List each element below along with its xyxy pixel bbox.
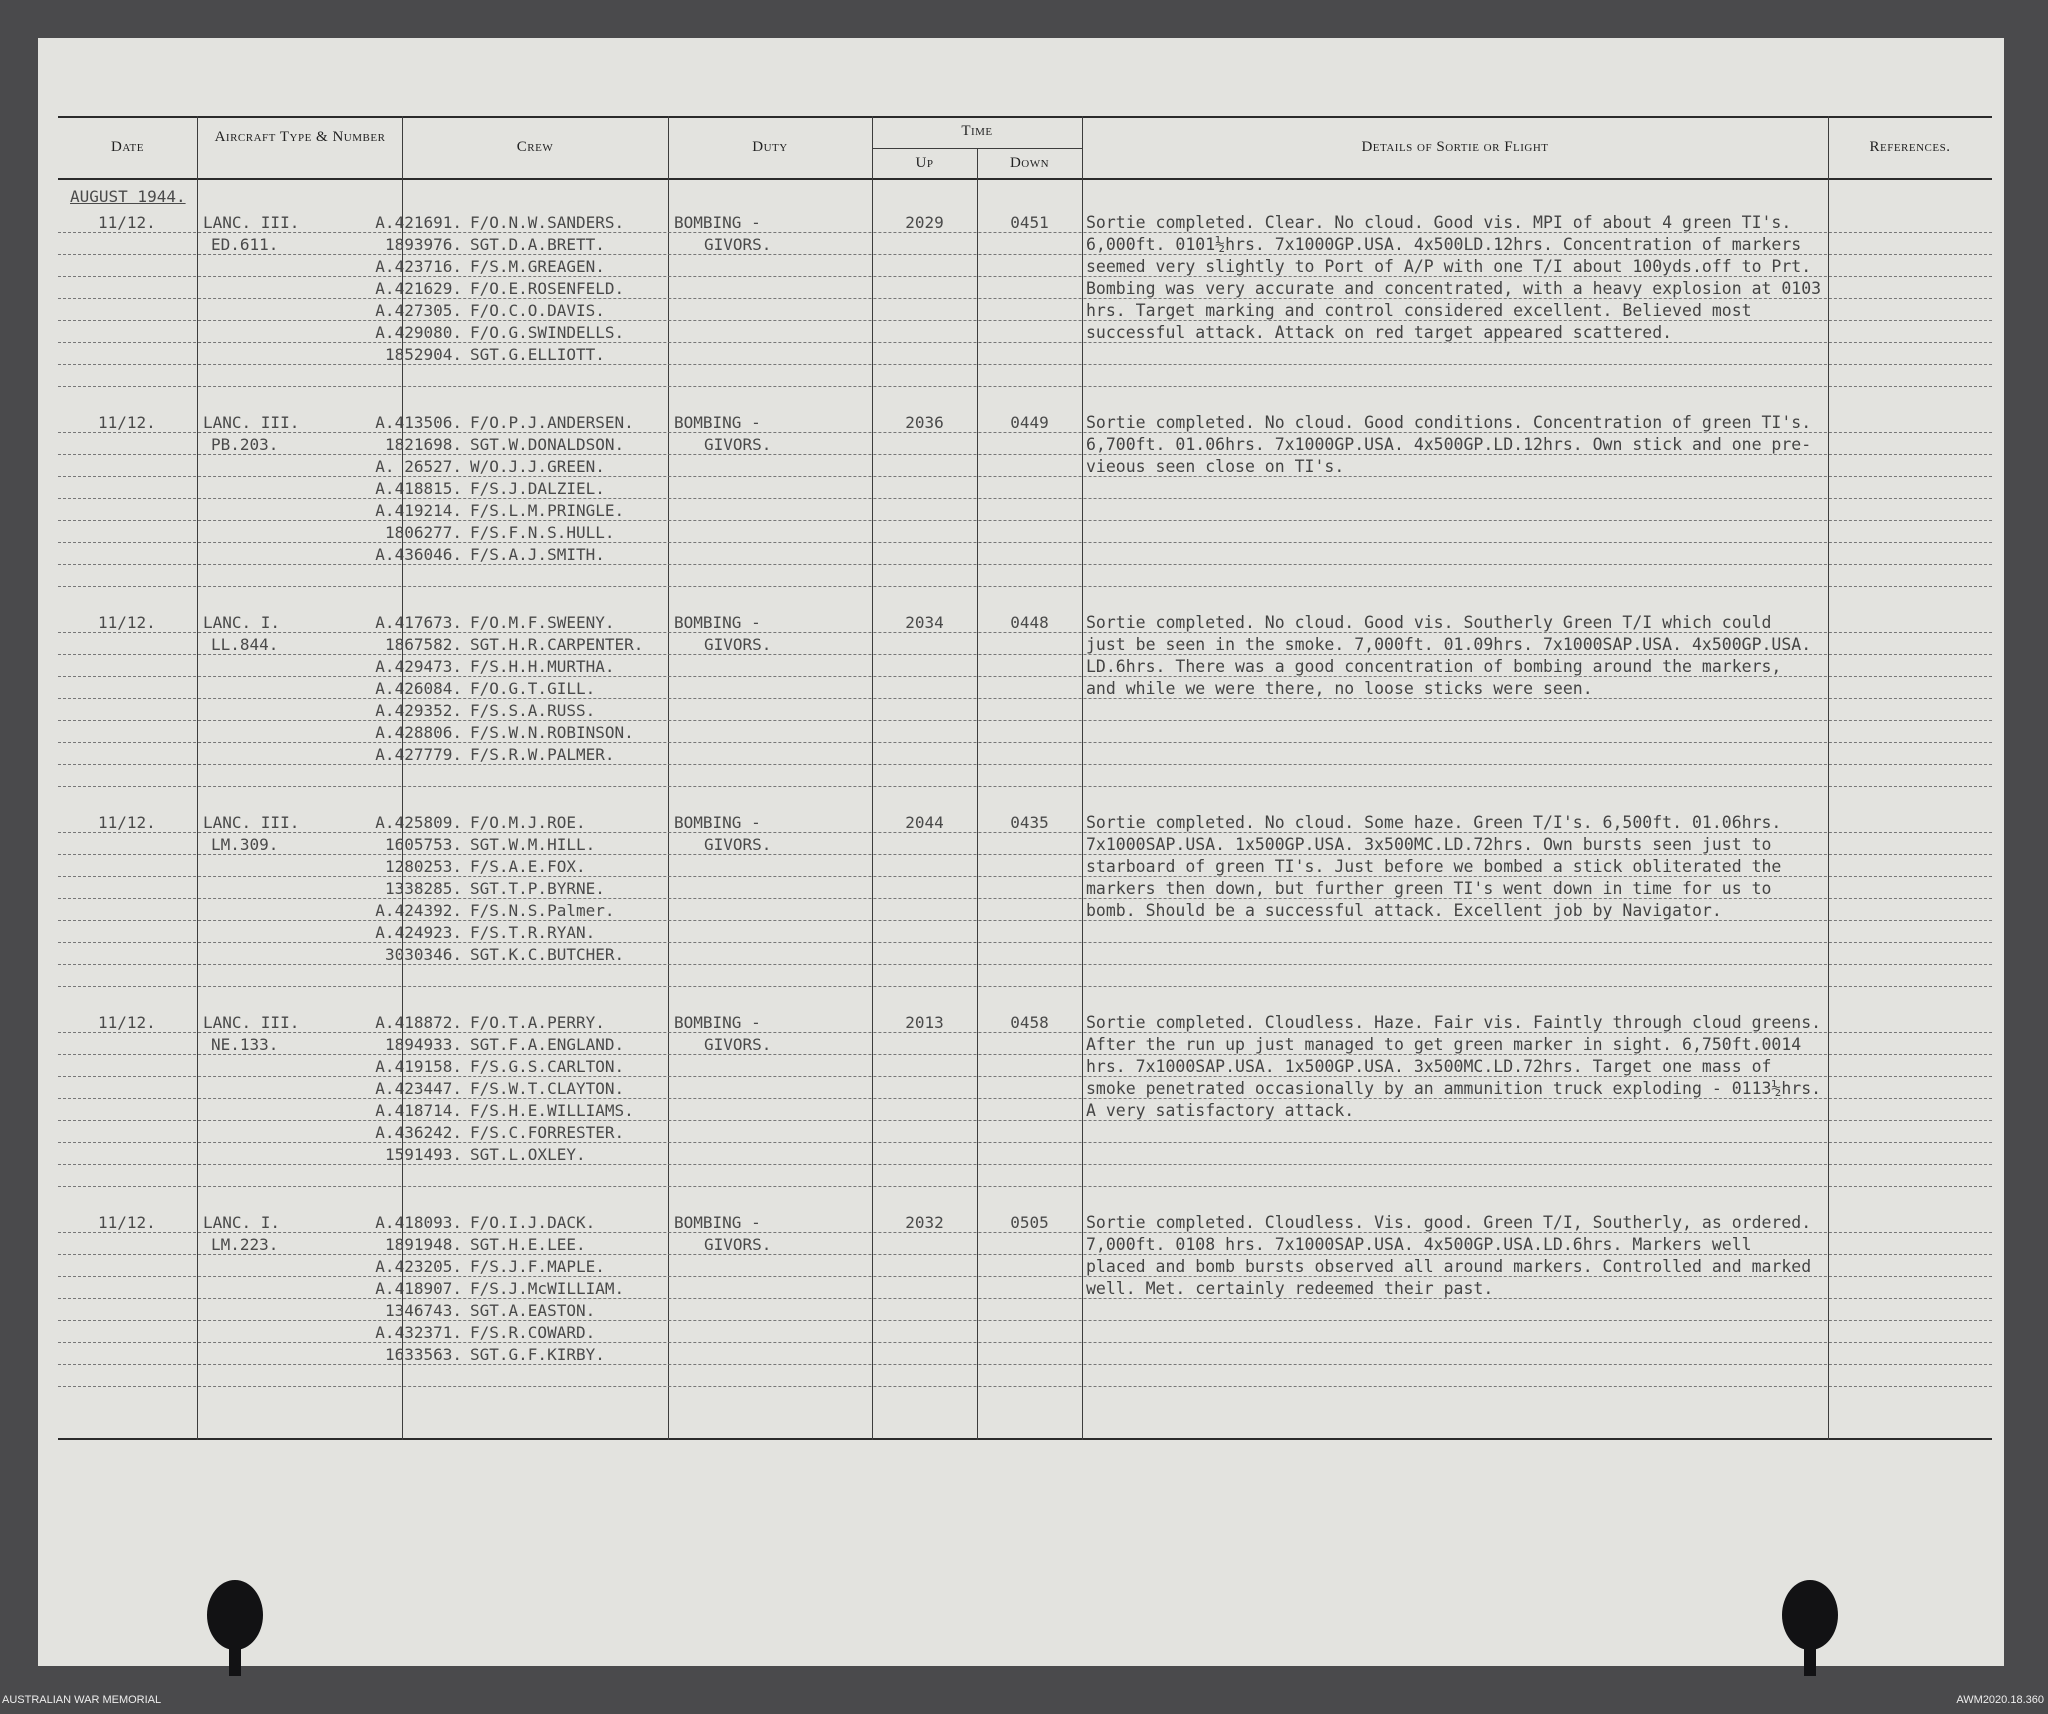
duty-line: BOMBING -	[674, 813, 761, 832]
crew-service-number: A.413506.	[375, 413, 462, 432]
time-up: 2034	[905, 613, 944, 632]
crew-service-number: A.424923.	[375, 923, 462, 942]
crew-name: SGT.D.A.BRETT.	[470, 235, 605, 254]
duty-line: BOMBING -	[674, 1213, 761, 1232]
row-rule	[58, 786, 1992, 787]
crew-service-number: A.432371.	[375, 1323, 462, 1342]
header-references: References.	[1869, 139, 1951, 155]
footer-reference: AWM2020.18.360	[1956, 1694, 2044, 1706]
duty-line: BOMBING -	[674, 213, 761, 232]
detail-line: seemed very slightly to Port of A/P with one T/I about 100yds.off to Prt.	[1086, 257, 1812, 276]
aircraft-line: LANC. III.	[203, 213, 300, 232]
crew-name: F/O.C.O.DAVIS.	[470, 301, 605, 320]
time-down: 0448	[1010, 613, 1049, 632]
header-details: Details of Sortie or Flight	[1361, 139, 1549, 155]
crew-service-number: A.423716.	[375, 257, 462, 276]
aircraft-line: LM.309.	[211, 835, 279, 854]
row-rule	[58, 586, 1992, 587]
footer-source: AUSTRALIAN WAR MEMORIAL	[2, 1694, 162, 1706]
crew-service-number: A.427779.	[375, 745, 462, 764]
crew-name: SGT.H.E.LEE.	[470, 1235, 586, 1254]
crew-name: F/O.G.SWINDELLS.	[470, 323, 625, 342]
crew-service-number: A.427305.	[375, 301, 462, 320]
time-down: 0435	[1010, 813, 1049, 832]
duty-line: GIVORS.	[704, 1235, 772, 1254]
crew-service-number: A.421691.	[375, 213, 462, 232]
detail-line: 6,700ft. 01.06hrs. 7x1000GP.USA. 4x500GP.LD.12hrs. Own stick and one pre-	[1086, 435, 1812, 454]
duty-line: GIVORS.	[704, 835, 772, 854]
crew-name: SGT.W.DONALDSON.	[470, 435, 625, 454]
time-down: 0449	[1010, 413, 1049, 432]
header-crew: Crew	[516, 139, 554, 155]
crew-service-number: 1893976.	[384, 235, 462, 254]
row-rule	[58, 386, 1992, 387]
detail-line: A very satisfactory attack.	[1086, 1101, 1355, 1120]
crew-service-number: 1806277.	[384, 523, 462, 542]
crew-name: SGT.T.P.BYRNE.	[470, 879, 605, 898]
crew-service-number: A.418872.	[375, 1013, 462, 1032]
duty-line: BOMBING -	[674, 613, 761, 632]
duty-line: GIVORS.	[704, 235, 772, 254]
aircraft-line: LANC. III.	[203, 813, 300, 832]
crew-name: F/O.E.ROSENFELD.	[470, 279, 625, 298]
binder-hole-left	[207, 1580, 263, 1650]
detail-line: starboard of green TI's. Just before we bombed a stick obliterated the	[1086, 857, 1782, 876]
crew-name: F/S.L.M.PRINGLE.	[470, 501, 625, 520]
header-time-down: Down	[1009, 155, 1050, 171]
aircraft-line: LANC. III.	[203, 413, 300, 432]
crew-service-number: A.424392.	[375, 901, 462, 920]
crew-name: F/O.M.J.ROE.	[470, 813, 586, 832]
crew-service-number: 1821698.	[384, 435, 462, 454]
duty-line: GIVORS.	[704, 635, 772, 654]
sortie-date: 11/12.	[98, 213, 156, 232]
crew-name: F/S.J.DALZIEL.	[470, 479, 605, 498]
crew-service-number: A.429352.	[375, 701, 462, 720]
crew-name: F/O.P.J.ANDERSEN.	[470, 413, 634, 432]
detail-line: hrs. 7x1000SAP.USA. 1x500GP.USA. 3x500MC.LD.72hrs. Target one mass of	[1086, 1057, 1772, 1076]
crew-name: F/S.S.A.RUSS.	[470, 701, 596, 720]
crew-name: F/S.J.McWILLIAM.	[470, 1279, 625, 1298]
detail-line: 7x1000SAP.USA. 1x500GP.USA. 3x500MC.LD.72hrs. Own bursts seen just to	[1086, 835, 1772, 854]
crew-service-number: A.418714.	[375, 1101, 462, 1120]
duty-line: BOMBING -	[674, 1013, 761, 1032]
crew-name: F/S.J.F.MAPLE.	[470, 1257, 605, 1276]
crew-name: F/S.H.E.WILLIAMS.	[470, 1101, 634, 1120]
crew-name: F/S.A.J.SMITH.	[470, 545, 605, 564]
crew-service-number: A.418815.	[375, 479, 462, 498]
crew-service-number: 1852904.	[384, 345, 462, 364]
time-up: 2044	[905, 813, 944, 832]
aircraft-line: LANC. III.	[203, 1013, 300, 1032]
aircraft-line: LANC. I.	[203, 1213, 281, 1232]
crew-service-number: A.419214.	[375, 501, 462, 520]
detail-line: Sortie completed. No cloud. Good conditions. Concentration of green TI's.	[1086, 413, 1812, 432]
sortie-date: 11/12.	[98, 1213, 156, 1232]
crew-name: F/S.R.W.PALMER.	[470, 745, 615, 764]
detail-line: placed and bomb bursts observed all around markers. Controlled and marked	[1086, 1257, 1812, 1276]
detail-line: and while we were there, no loose sticks were seen.	[1086, 679, 1593, 698]
duty-line: GIVORS.	[704, 1035, 772, 1054]
detail-line: hrs. Target marking and control considered excellent. Believed most	[1086, 301, 1752, 320]
time-down: 0505	[1010, 1213, 1049, 1232]
duty-line: GIVORS.	[704, 435, 772, 454]
detail-line: Sortie completed. Clear. No cloud. Good vis. MPI of about 4 green TI's.	[1086, 213, 1792, 232]
crew-service-number: A.436242.	[375, 1123, 462, 1142]
crew-name: F/O.G.T.GILL.	[470, 679, 596, 698]
crew-service-number: A.419158.	[375, 1057, 462, 1076]
crew-service-number: A.418907.	[375, 1279, 462, 1298]
crew-name: SGT.G.F.KIRBY.	[470, 1345, 605, 1364]
aircraft-line: LANC. I.	[203, 613, 281, 632]
crew-service-number: A.417673.	[375, 613, 462, 632]
crew-name: F/S.W.N.ROBINSON.	[470, 723, 634, 742]
crew-name: F/S.M.GREAGEN.	[470, 257, 605, 276]
detail-line: Bombing was very accurate and concentrated, with a heavy explosion at 0103	[1086, 279, 1822, 298]
crew-service-number: A.421629.	[375, 279, 462, 298]
crew-name: SGT.H.R.CARPENTER.	[470, 635, 644, 654]
crew-service-number: A.418093.	[375, 1213, 462, 1232]
header-duty: Duty	[752, 139, 788, 155]
time-up: 2032	[905, 1213, 944, 1232]
header-time: Time	[961, 123, 993, 139]
detail-line: smoke penetrated occasionally by an ammunition truck exploding - 0113½hrs.	[1086, 1079, 1822, 1098]
detail-line: markers then down, but further green TI's went down in time for us to	[1086, 879, 1772, 898]
detail-line: Sortie completed. No cloud. Some haze. Green T/I's. 6,500ft. 01.06hrs.	[1086, 813, 1782, 832]
detail-line: bomb. Should be a successful attack. Excellent job by Navigator.	[1086, 901, 1722, 920]
aircraft-line: NE.133.	[211, 1035, 279, 1054]
crew-name: F/O.T.A.PERRY.	[470, 1013, 605, 1032]
sortie-date: 11/12.	[98, 413, 156, 432]
crew-name: F/O.N.W.SANDERS.	[470, 213, 625, 232]
crew-service-number: A.429473.	[375, 657, 462, 676]
detail-line: 6,000ft. 0101½hrs. 7x1000GP.USA. 4x500LD.12hrs. Concentration of markers	[1086, 235, 1802, 254]
crew-name: SGT.K.C.BUTCHER.	[470, 945, 625, 964]
crew-service-number: 1605753.	[384, 835, 462, 854]
crew-name: SGT.L.OXLEY.	[470, 1145, 586, 1164]
section-label: AUGUST 1944.	[70, 187, 186, 206]
crew-service-number: A.425809.	[375, 813, 462, 832]
crew-service-number: 3030346.	[384, 945, 462, 964]
crew-service-number: 1633563.	[384, 1345, 462, 1364]
crew-service-number: A. 26527.	[375, 457, 462, 476]
crew-name: SGT.F.A.ENGLAND.	[470, 1035, 625, 1054]
crew-service-number: A.436046.	[375, 545, 462, 564]
crew-name: W/O.J.J.GREEN.	[470, 457, 605, 476]
detail-line: successful attack. Attack on red target appeared scattered.	[1086, 323, 1673, 342]
crew-service-number: 1894933.	[384, 1035, 462, 1054]
header-time-up: Up	[915, 155, 934, 171]
binder-hole-right	[1782, 1580, 1838, 1650]
header-date: Date	[111, 139, 144, 155]
operations-record-table	[58, 116, 1992, 1440]
duty-line: BOMBING -	[674, 413, 761, 432]
crew-service-number: A.429080.	[375, 323, 462, 342]
sortie-date: 11/12.	[98, 613, 156, 632]
crew-name: F/S.A.E.FOX.	[470, 857, 586, 876]
crew-name: F/S.W.T.CLAYTON.	[470, 1079, 625, 1098]
sortie-date: 11/12.	[98, 813, 156, 832]
aircraft-line: LL.844.	[211, 635, 279, 654]
crew-service-number: 1346743.	[384, 1301, 462, 1320]
detail-line: vieous seen close on TI's.	[1086, 457, 1345, 476]
crew-name: F/S.G.S.CARLTON.	[470, 1057, 625, 1076]
crew-service-number: 1338285.	[384, 879, 462, 898]
time-up: 2036	[905, 413, 944, 432]
crew-service-number: A.426084.	[375, 679, 462, 698]
crew-name: F/S.N.S.Palmer.	[470, 901, 615, 920]
crew-name: SGT.A.EASTON.	[470, 1301, 596, 1320]
crew-name: F/S.T.R.RYAN.	[470, 923, 596, 942]
time-up: 2013	[905, 1013, 944, 1032]
aircraft-line: ED.611.	[211, 235, 279, 254]
header-aircraft: Aircraft Type & Number	[214, 129, 386, 145]
crew-name: F/S.H.H.MURTHA.	[470, 657, 615, 676]
crew-name: F/O.M.F.SWEENY.	[470, 613, 615, 632]
crew-name: F/S.F.N.S.HULL.	[470, 523, 615, 542]
crew-service-number: 1591493.	[384, 1145, 462, 1164]
crew-service-number: A.423447.	[375, 1079, 462, 1098]
row-rule	[58, 1186, 1992, 1187]
crew-name: F/S.R.COWARD.	[470, 1323, 596, 1342]
detail-line: Sortie completed. Cloudless. Haze. Fair vis. Faintly through cloud greens.	[1086, 1013, 1822, 1032]
crew-service-number: 1280253.	[384, 857, 462, 876]
row-rule	[58, 1386, 1992, 1387]
aircraft-line: LM.223.	[211, 1235, 279, 1254]
detail-line: Sortie completed. Cloudless. Vis. good. Green T/I, Southerly, as ordered.	[1086, 1213, 1812, 1232]
time-down: 0451	[1010, 213, 1049, 232]
detail-line: Sortie completed. No cloud. Good vis. Southerly Green T/I which could	[1086, 613, 1772, 632]
detail-line: just be seen in the smoke. 7,000ft. 01.09hrs. 7x1000SAP.USA. 4x500GP.USA.	[1086, 635, 1812, 654]
detail-line: well. Met. certainly redeemed their past.	[1086, 1279, 1494, 1298]
crew-service-number: A.428806.	[375, 723, 462, 742]
aircraft-line: PB.203.	[211, 435, 279, 454]
crew-name: F/O.I.J.DACK.	[470, 1213, 596, 1232]
time-down: 0458	[1010, 1013, 1049, 1032]
crew-name: SGT.G.ELLIOTT.	[470, 345, 605, 364]
crew-service-number: A.423205.	[375, 1257, 462, 1276]
crew-service-number: 1891948.	[384, 1235, 462, 1254]
row-rule	[58, 986, 1992, 987]
crew-name: F/S.C.FORRESTER.	[470, 1123, 625, 1142]
detail-line: 7,000ft. 0108 hrs. 7x1000SAP.USA. 4x500GP.USA.LD.6hrs. Markers well	[1086, 1235, 1752, 1254]
detail-line: After the run up just managed to get green marker in sight. 6,750ft.0014	[1086, 1035, 1802, 1054]
time-up: 2029	[905, 213, 944, 232]
crew-service-number: 1867582.	[384, 635, 462, 654]
detail-line: LD.6hrs. There was a good concentration of bombing around the markers,	[1086, 657, 1782, 676]
crew-name: SGT.W.M.HILL.	[470, 835, 596, 854]
sortie-date: 11/12.	[98, 1013, 156, 1032]
